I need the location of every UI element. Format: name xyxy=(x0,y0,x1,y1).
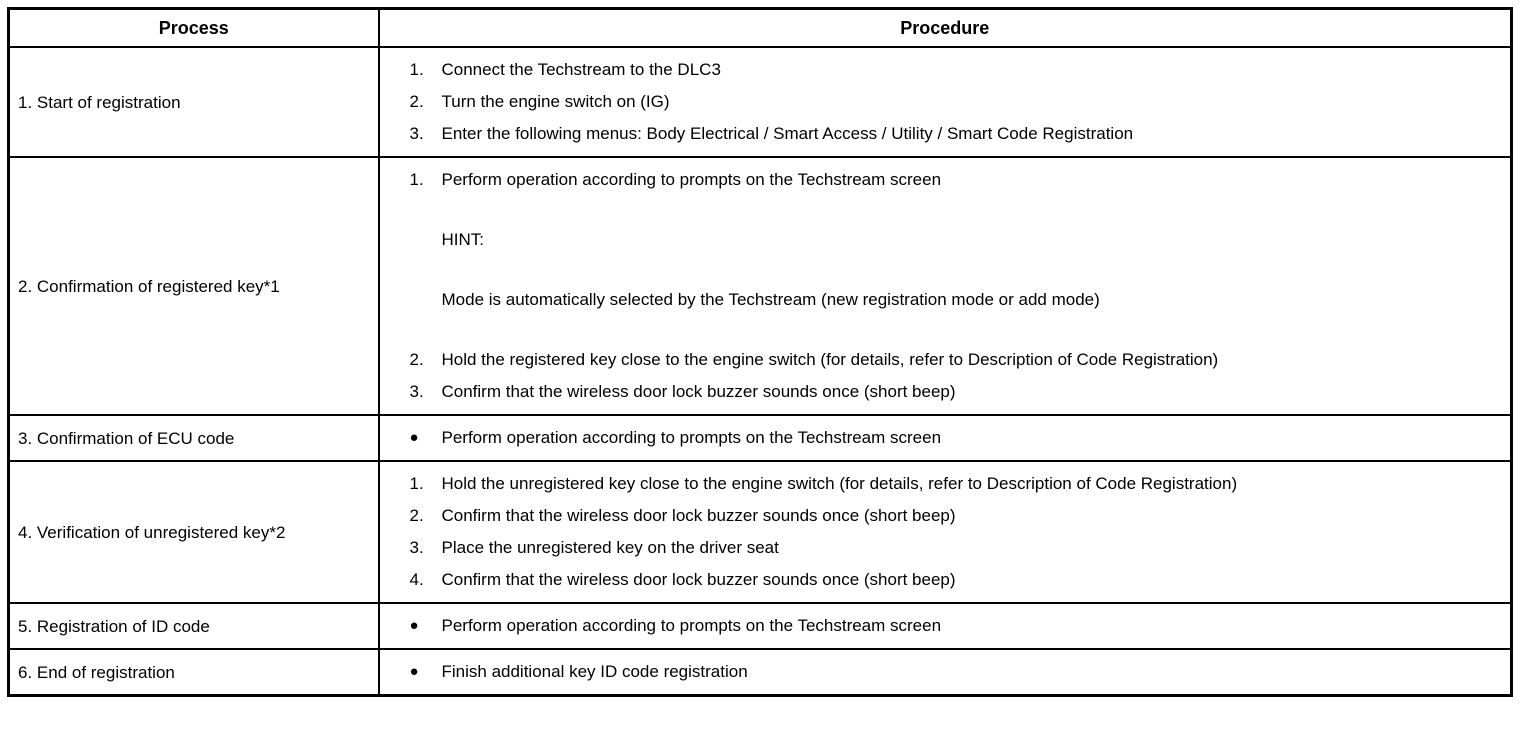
procedure-step-text: Perform operation according to prompts on the Techstream screen xyxy=(441,170,942,189)
table-row xyxy=(9,47,1512,157)
process-cell: 1. Start of registration xyxy=(9,47,379,157)
procedure-step xyxy=(410,345,1499,375)
process-procedure-table xyxy=(7,7,1513,697)
procedure-step-text: Enter the following menus: Body Electrical / Smart Access / Utility / Smart Code Registration xyxy=(441,124,1134,143)
procedure-step xyxy=(410,423,1499,453)
procedure-step xyxy=(410,377,1499,407)
table-row xyxy=(9,415,1512,461)
step-number-marker: 4. xyxy=(409,570,424,589)
procedure-cell xyxy=(379,415,1512,461)
procedure-step xyxy=(410,565,1499,595)
procedure-step xyxy=(410,119,1499,149)
process-cell: 6. End of registration xyxy=(9,649,379,696)
table-header xyxy=(9,9,1512,48)
procedure-step xyxy=(410,87,1499,117)
procedure-cell xyxy=(379,157,1512,415)
procedure-cell xyxy=(379,603,1512,649)
header-row xyxy=(9,9,1512,48)
step-number-marker: 3. xyxy=(409,124,424,143)
process-cell: 4. Verification of unregistered key*2 xyxy=(9,461,379,603)
procedure-step xyxy=(410,165,1499,195)
procedure-note: HINT: xyxy=(441,230,484,249)
procedure-step-text: Turn the engine switch on (IG) xyxy=(441,92,670,111)
table-row xyxy=(9,649,1512,696)
step-number-marker: 1. xyxy=(409,60,424,79)
procedure-step xyxy=(410,501,1499,531)
procedure-step-text: Perform operation according to prompts on the Techstream screen xyxy=(441,428,942,447)
procedure-step-text: Perform operation according to prompts on the Techstream screen xyxy=(441,616,942,635)
procedure-step xyxy=(410,533,1499,563)
procedure-step-text: Finish additional key ID code registration xyxy=(441,662,748,681)
procedure-step-text: Connect the Techstream to the DLC3 xyxy=(441,60,721,79)
procedure-cell xyxy=(379,47,1512,157)
step-number-marker: 1. xyxy=(409,170,424,189)
step-number-marker: 2. xyxy=(409,350,424,369)
procedure-step-text: Place the unregistered key on the driver seat xyxy=(441,538,779,557)
process-cell: 2. Confirmation of registered key*1 xyxy=(9,157,379,415)
table-row xyxy=(9,461,1512,603)
procedure-step-text: Confirm that the wireless door lock buzzer sounds once (short beep) xyxy=(441,382,956,401)
procedure-step-text: Hold the unregistered key close to the engine switch (for details, refer to Description of Code Registration) xyxy=(441,474,1238,493)
procedure-cell xyxy=(379,461,1512,603)
table-row xyxy=(9,603,1512,649)
bullet-marker: ● xyxy=(409,663,419,680)
procedure-cell xyxy=(379,649,1512,696)
bullet-marker: ● xyxy=(409,429,419,446)
step-number-marker: 2. xyxy=(409,92,424,111)
step-number-marker: 3. xyxy=(409,382,424,401)
bullet-marker: ● xyxy=(409,617,419,634)
process-column-header: Process xyxy=(9,9,379,48)
procedure-note: Mode is automatically selected by the Techstream (new registration mode or add mode) xyxy=(441,290,1100,309)
table-row xyxy=(9,157,1512,415)
step-number-marker: 2. xyxy=(409,506,424,525)
procedure-step xyxy=(410,469,1499,499)
procedure-step-text: Confirm that the wireless door lock buzzer sounds once (short beep) xyxy=(441,506,956,525)
procedure-step-text: Hold the registered key close to the engine switch (for details, refer to Description of Code Registration) xyxy=(441,350,1219,369)
step-number-marker: 1. xyxy=(409,474,424,493)
step-number-marker: 3. xyxy=(409,538,424,557)
procedure-step-text: Confirm that the wireless door lock buzzer sounds once (short beep) xyxy=(441,570,956,589)
procedure-step xyxy=(410,55,1499,85)
procedure-step xyxy=(410,611,1499,641)
table-body xyxy=(9,47,1512,696)
procedure-step xyxy=(410,657,1499,687)
procedure-column-header: Procedure xyxy=(379,9,1512,48)
process-cell: 3. Confirmation of ECU code xyxy=(9,415,379,461)
process-cell: 5. Registration of ID code xyxy=(9,603,379,649)
